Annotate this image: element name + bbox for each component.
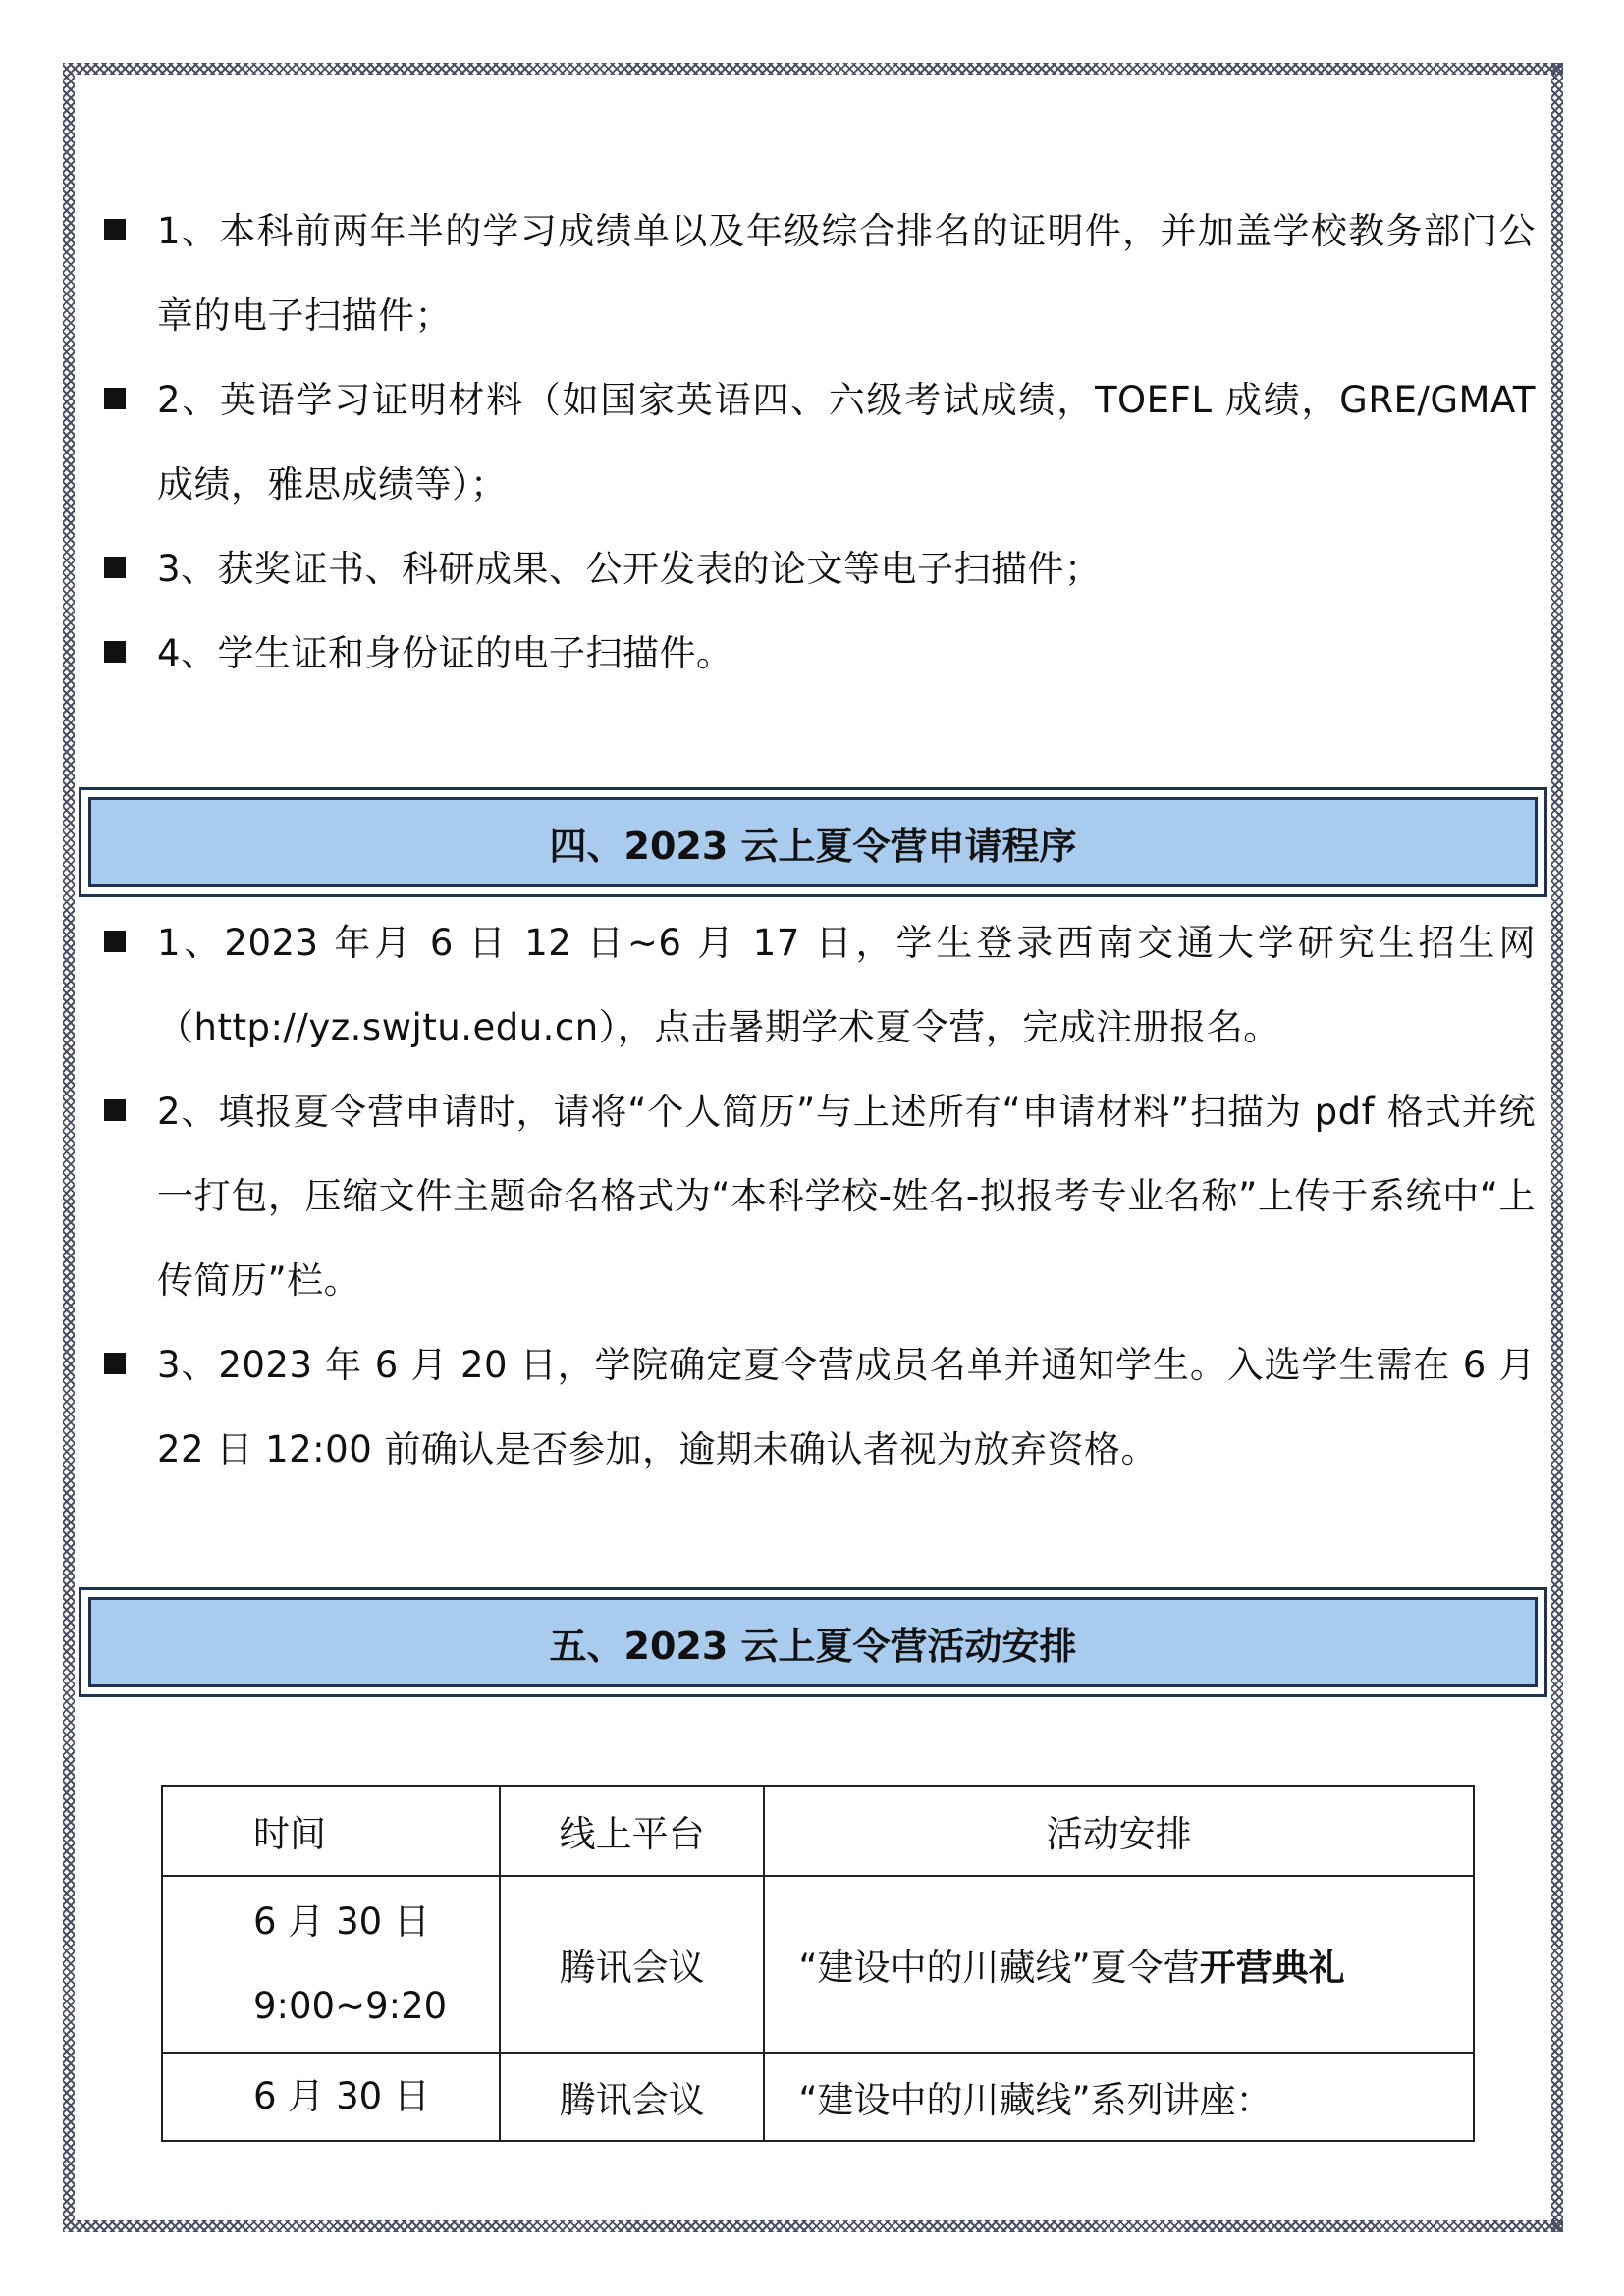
column-header-platform: 线上平台	[500, 1786, 764, 1876]
activity-text: “建设中的川藏线”系列讲座：	[798, 2079, 1272, 2121]
cell-platform: 腾讯会议	[500, 1876, 764, 2053]
list-item-text: 3、获奖证书、科研成果、公开发表的论文等电子扫描件；	[157, 548, 1102, 590]
activity-highlight: 开营典礼	[1199, 1947, 1345, 1989]
cell-activity	[764, 1876, 1474, 2053]
table-row	[162, 2053, 1474, 2141]
table-row	[162, 1876, 1474, 2053]
list-item-text: 3、2023 年 6 月 20 日，学院确定夏令营成员名单并通知学生。入选学生需在 6 月 22 日 12:00 前确认是否参加，逾期未确认者视为放弃资格。	[157, 1344, 1536, 1470]
section-5-title: 五、2023 云上夏令营活动安排	[88, 1597, 1538, 1687]
section-4-header	[79, 787, 1547, 897]
cell-time-range: 9:00~9:20	[253, 1985, 448, 2027]
list-item-text: 2、英语学习证明材料（如国家英语四、六级考试成绩，TOEFL 成绩，GRE/GMAT 成绩，雅思成绩等）；	[157, 379, 1536, 506]
square-bullet-icon	[104, 1353, 126, 1374]
cell-activity	[764, 2053, 1474, 2141]
list-item	[102, 358, 1536, 527]
schedule-table	[161, 1785, 1475, 2142]
square-bullet-icon	[104, 388, 126, 409]
list-item	[102, 612, 1536, 696]
cell-date: 6 月 30 日	[253, 2075, 430, 2117]
list-item	[102, 901, 1536, 1070]
cell-time	[162, 2053, 500, 2141]
square-bullet-icon	[104, 219, 126, 240]
column-header-activity: 活动安排	[764, 1786, 1474, 1876]
list-item-text: 1、2023 年月 6 日 12 日~6 月 17 日，学生登录西南交通大学研究生招生网（http://yz.swjtu.edu.cn），点击暑期学术夏令营，完成注册报名。	[157, 922, 1536, 1048]
column-header-time: 时间	[162, 1786, 500, 1876]
cell-date: 6 月 30 日	[253, 1900, 430, 1943]
square-bullet-icon	[104, 931, 126, 952]
list-item-text: 2、填报夏令营申请时，请将“个人简历”与上述所有“申请材料”扫描为 pdf 格式并统一打包，压缩文件主题命名格式为“本科学校-姓名-拟报考专业名称”上传于系统中“上传简历”栏。	[157, 1091, 1536, 1302]
list-item	[102, 189, 1536, 358]
list-item-text: 1、本科前两年半的学习成绩单以及年级综合排名的证明件，并加盖学校教务部门公章的电子扫描件；	[157, 210, 1536, 337]
square-bullet-icon	[104, 641, 126, 663]
page-border-bottom	[63, 2220, 1563, 2232]
materials-list	[102, 189, 1536, 696]
list-item	[102, 1070, 1536, 1323]
cell-platform: 腾讯会议	[500, 2053, 764, 2141]
table-header-row	[162, 1786, 1474, 1876]
square-bullet-icon	[104, 557, 126, 578]
list-item	[102, 1323, 1536, 1492]
application-procedure-list	[102, 901, 1536, 1492]
page-border-left	[63, 63, 75, 2232]
list-item	[102, 527, 1536, 612]
section-4-title: 四、2023 云上夏令营申请程序	[88, 797, 1538, 887]
list-item-text: 4、学生证和身份证的电子扫描件。	[157, 632, 733, 674]
activity-text: “建设中的川藏线”夏令营	[798, 1947, 1200, 1989]
section-5-header	[79, 1587, 1547, 1697]
page-border-right	[1551, 63, 1563, 2232]
square-bullet-icon	[104, 1099, 126, 1121]
cell-time	[162, 1876, 500, 2053]
page-border-top	[63, 63, 1563, 75]
